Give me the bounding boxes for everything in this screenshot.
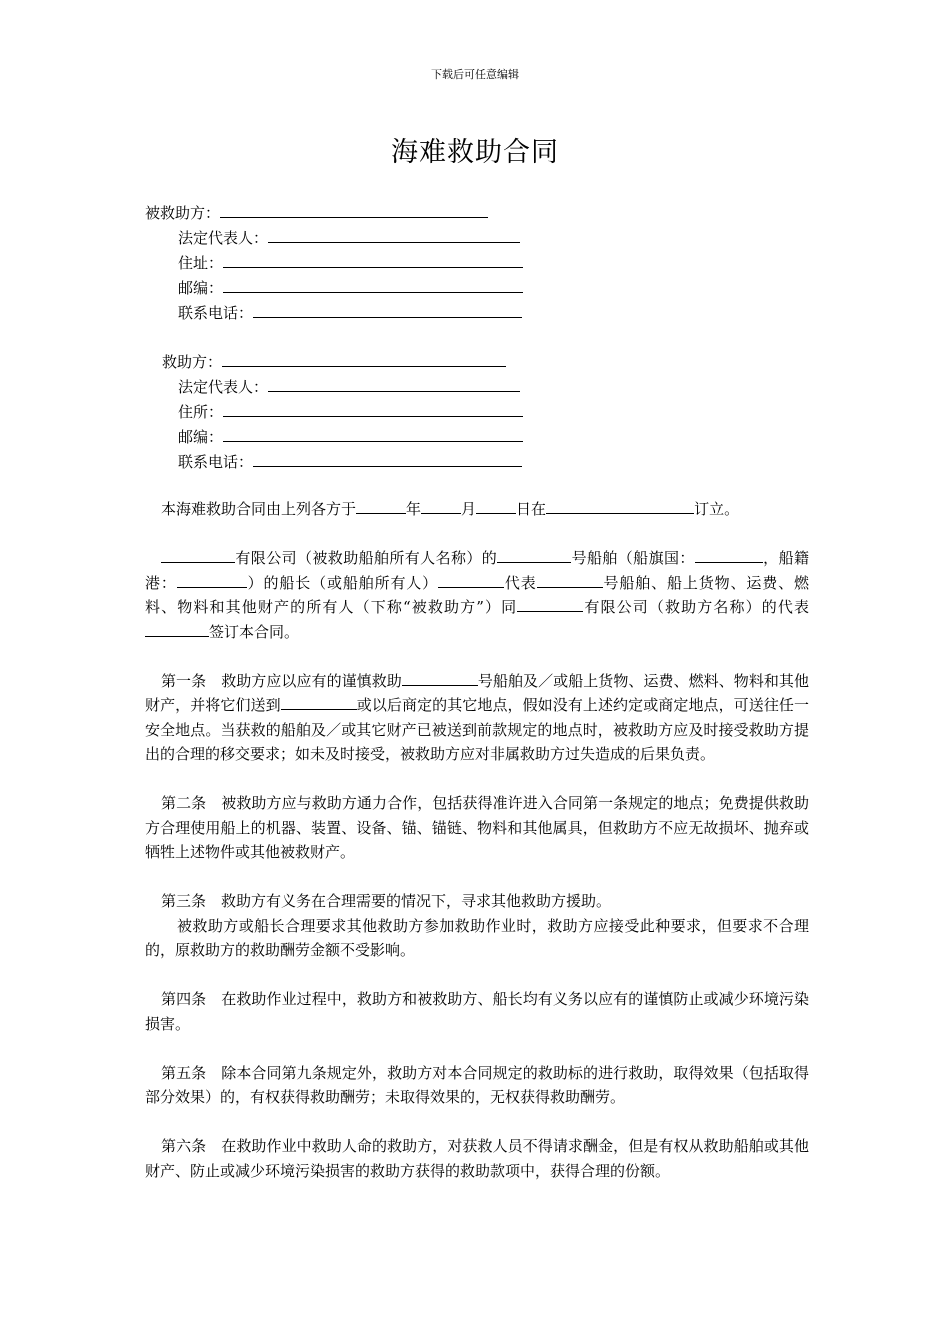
recital-text-3: ，船籍港： — [145, 549, 809, 592]
blank-ship-no-2[interactable] — [537, 572, 603, 588]
header-note: 下载后可任意编辑 — [431, 68, 519, 81]
intro-text-3: 月 — [461, 500, 477, 518]
party-b-phone-field — [178, 451, 522, 472]
blank-article1-place[interactable] — [281, 694, 357, 710]
recital-paragraph — [145, 546, 809, 644]
blank-salvor-company[interactable] — [517, 596, 583, 612]
recital-text-2: 号船舶（船旗国： — [571, 549, 695, 567]
article-3-p1: 第三条 救助方有义务在合理需要的情况下，寻求其他救助方援助。 — [161, 892, 612, 910]
page-title: 海难救助合同 — [391, 137, 559, 168]
recital-text-7: 有限公司（救助方名称）的代表 — [583, 598, 809, 616]
intro-text-4: 日在 — [516, 500, 547, 518]
blank-article1-ship[interactable] — [402, 670, 478, 686]
article-1-text-1: 第一条 救助方应以应有的谨慎救助 — [161, 671, 402, 690]
party-a-postcode-line[interactable] — [223, 277, 523, 293]
article-3-p2: 被救助方或船长合理要求其他救助方参加救助作业时，救助方应接受此种要求，但要求不合理的，原救助方的救助酬劳金额不受影响。 — [145, 916, 809, 959]
recital-text-1: 有限公司（被救助船舶所有人名称）的 — [235, 549, 498, 567]
party-a-address-line[interactable] — [223, 252, 523, 268]
recital-text-8: 签订本合同。 — [209, 622, 300, 641]
blank-flag-state[interactable] — [695, 547, 763, 563]
article-6: 第六条 在救助作业中救助人命的救助方，对获救人员不得请求酬金，但是有权从救助船舶或其他财产、防止或减少环境污染损害的救助方获得的救助款项中，获得合理的份额。 — [145, 1137, 809, 1180]
party-b-name-label: 救助方： — [162, 353, 223, 371]
intro-paragraph — [145, 497, 809, 522]
party-b-postcode-field — [178, 426, 523, 447]
party-b-postcode-label: 邮编： — [178, 428, 224, 446]
party-a-rep-line[interactable] — [268, 227, 520, 243]
party-b-name-field — [162, 351, 506, 372]
party-b-rep-field — [178, 376, 520, 397]
article-1-text-3: 或以后商定的其它地点，假如没有上述约定或商定地点，可送往任一安全地点。当获救的船舶及／或其它财产已被送到前款规定的地点时，被救助方应及时接受救助方提出的合理的移交要求；如未及时接受，被救助方应对非属救助方过失造成的后果负责。 — [145, 696, 809, 763]
party-a-postcode-label: 邮编： — [178, 279, 224, 297]
party-a-address-field — [178, 252, 523, 273]
party-b-address-field — [178, 401, 523, 422]
party-a-name-line[interactable] — [220, 202, 488, 218]
party-b-rep-line[interactable] — [268, 376, 520, 392]
party-a-address-label: 住址： — [178, 254, 224, 272]
party-b-phone-line[interactable] — [253, 451, 522, 467]
blank-port-registry[interactable] — [177, 572, 247, 588]
party-b-rep-label: 法定代表人： — [178, 378, 269, 396]
blank-salvor-rep[interactable] — [145, 621, 209, 637]
recital-text-5: 代表 — [504, 573, 537, 592]
blank-captain[interactable] — [438, 572, 504, 588]
party-a-phone-field — [178, 302, 522, 323]
party-a-postcode-field — [178, 277, 523, 298]
article-1 — [145, 669, 809, 767]
blank-year[interactable] — [356, 498, 406, 514]
party-b-address-label: 住所： — [178, 403, 224, 421]
intro-text-2: 年 — [406, 500, 422, 518]
article-5: 第五条 除本合同第九条规定外，救助方对本合同规定的救助标的进行救助，取得效果（包括取得部分效果）的，有权获得救助酬劳；未取得效果的，无权获得救助酬劳。 — [145, 1063, 809, 1106]
party-a-phone-line[interactable] — [253, 302, 522, 318]
intro-text-1: 本海难救助合同由上列各方于 — [161, 500, 357, 518]
blank-place[interactable] — [546, 498, 694, 514]
blank-salvaged-company[interactable] — [161, 547, 235, 563]
contract-body — [145, 497, 809, 1183]
party-b-address-line[interactable] — [223, 401, 523, 417]
recital-text-6: 号船舶、船上货物、运费、燃料、物料和其他财产的所有人（下称“被救助方”）同 — [145, 573, 809, 616]
article-1-text-2: 号船舶及／或船上货物、运费、燃料、物料和其他财产，并将它们送到 — [145, 671, 809, 714]
article-2: 第二条 被救助方应与救助方通力合作，包括获得准许进入合同第一条规定的地点；免费提供救助方合理使用船上的机器、装置、设备、锚、锚链、物料和其他属具，但救助方不应无故损坏、抛弃或牺牲上述物件或其他被救财产。 — [145, 794, 809, 861]
party-b-phone-label: 联系电话： — [178, 453, 254, 471]
party-b-postcode-line[interactable] — [223, 426, 523, 442]
blank-ship-no[interactable] — [497, 547, 571, 563]
intro-text-5: 订立。 — [694, 500, 740, 518]
party-a-phone-label: 联系电话： — [178, 304, 254, 322]
party-b-name-line[interactable] — [222, 351, 506, 367]
blank-day[interactable] — [476, 498, 516, 514]
blank-month[interactable] — [421, 498, 461, 514]
article-4: 第四条 在救助作业过程中，救助方和被救助方、船长均有义务以应有的谨慎防止或减少环境污染损害。 — [145, 990, 809, 1033]
party-a-rep-field — [178, 227, 520, 248]
party-a-rep-label: 法定代表人： — [178, 229, 269, 247]
recital-text-4: ）的船长（或船舶所有人） — [246, 573, 439, 592]
party-a-name-label: 被救助方： — [145, 204, 221, 222]
party-a-name-field — [145, 202, 488, 223]
